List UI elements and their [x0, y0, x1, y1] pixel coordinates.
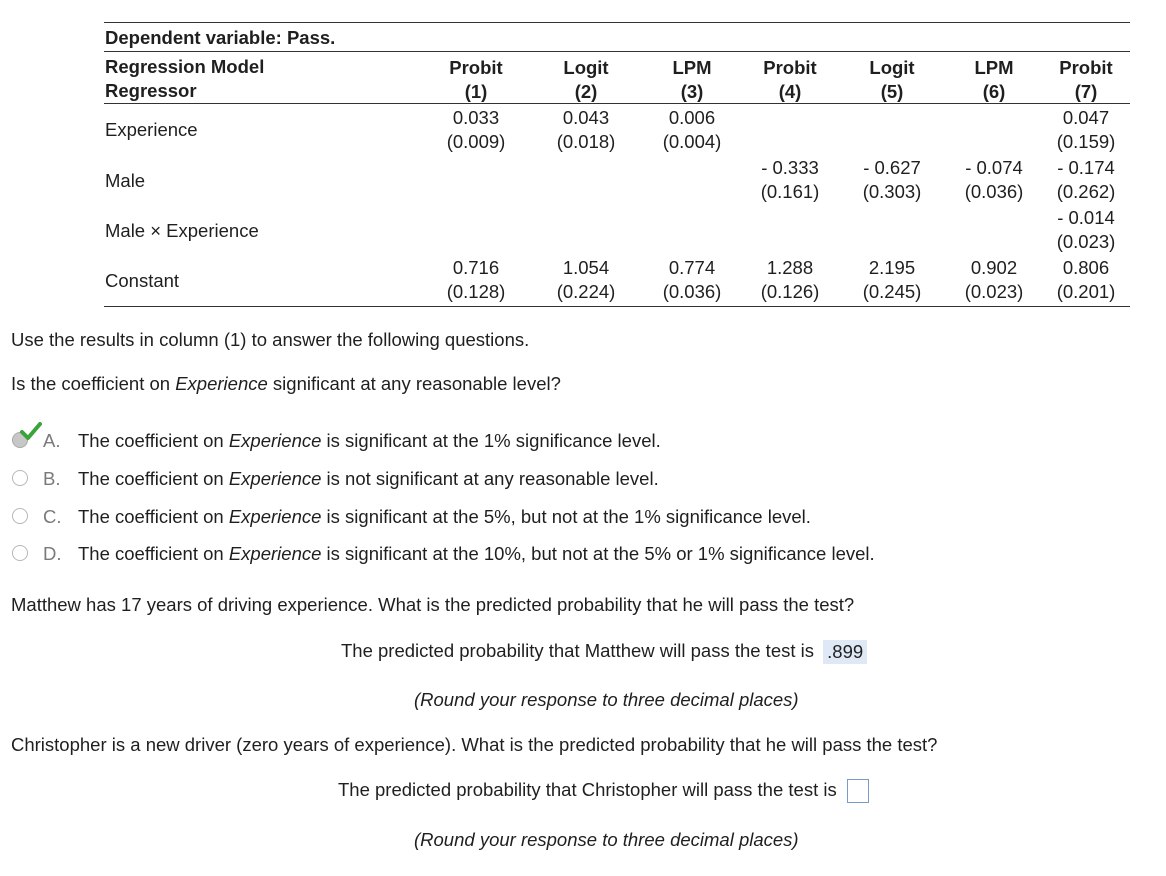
option-d-text: The coefficient on Experience is significant at the 10%, but not at the 5% or 1% significance level. — [78, 543, 875, 564]
round-note-christopher: (Round your response to three decimal places) — [414, 829, 799, 850]
cell-male-x-experience-7: - 0.014 (0.023) — [1056, 207, 1116, 252]
answer-input-christopher[interactable] — [847, 779, 869, 803]
option-a[interactable] — [12, 430, 772, 456]
option-c[interactable] — [12, 506, 872, 532]
question-1: Is the coefficient on Experience significant at any reasonable level? — [11, 373, 561, 394]
column-header-6: LPM (6) — [974, 57, 1014, 102]
option-b-letter: B. — [43, 468, 61, 489]
option-d[interactable] — [12, 543, 932, 569]
answer-line-christopher — [338, 779, 869, 803]
row-label-male-x-experience: Male × Experience — [105, 220, 259, 241]
column-header-2: Logit (2) — [563, 57, 609, 102]
radio-option-d[interactable] — [12, 545, 28, 561]
round-note-matthew: (Round your response to three decimal places) — [414, 689, 799, 710]
cell-experience-1: 0.033 (0.009) — [446, 107, 506, 152]
answer-input-matthew[interactable]: .899 — [823, 640, 867, 664]
question-intro: Use the results in column (1) to answer the following questions. — [11, 329, 530, 350]
column-header-4: Probit (4) — [763, 57, 817, 102]
cell-male-4: - 0.333 (0.161) — [760, 157, 820, 202]
cell-constant-3: 0.774 (0.036) — [662, 257, 722, 302]
answer-line-matthew — [341, 640, 867, 664]
cell-male-5: - 0.627 (0.303) — [862, 157, 922, 202]
column-header-1: Probit (1) — [449, 57, 503, 102]
row-label-male: Male — [105, 170, 146, 191]
dependent-variable-label: Dependent variable: Pass. — [105, 27, 336, 48]
cell-experience-3: 0.006 (0.004) — [662, 107, 722, 152]
row-label-experience: Experience — [105, 119, 198, 140]
cell-male-7: - 0.174 (0.262) — [1056, 157, 1116, 202]
table-rule-header — [104, 51, 1130, 52]
cell-constant-5: 2.195 (0.245) — [862, 257, 922, 302]
option-a-letter: A. — [43, 430, 61, 451]
cell-constant-6: 0.902 (0.023) — [964, 257, 1024, 302]
cell-constant-7: 0.806 (0.201) — [1056, 257, 1116, 302]
answer-prefix-matthew: The predicted probability that Matthew will pass the test is — [341, 640, 815, 661]
cell-constant-4: 1.288 (0.126) — [760, 257, 820, 302]
column-header-3: LPM (3) — [672, 57, 712, 102]
radio-option-b[interactable] — [12, 470, 28, 486]
column-header-7: Probit (7) — [1059, 57, 1113, 102]
cell-experience-2: 0.043 (0.018) — [556, 107, 616, 152]
answer-prefix-christopher: The predicted probability that Christopher will pass the test is — [338, 779, 837, 800]
option-a-text: The coefficient on Experience is significant at the 1% significance level. — [78, 430, 661, 451]
regression-model-header: Regression Model — [105, 56, 265, 77]
column-header-5: Logit (5) — [869, 57, 915, 102]
regression-table — [104, 22, 1130, 308]
radio-option-c[interactable] — [12, 508, 28, 524]
regressor-header: Regressor — [105, 80, 197, 101]
cell-constant-2: 1.054 (0.224) — [556, 257, 616, 302]
option-b[interactable] — [12, 468, 772, 494]
cell-male-6: - 0.074 (0.036) — [964, 157, 1024, 202]
option-c-text: The coefficient on Experience is significant at the 5%, but not at the 1% significance level. — [78, 506, 811, 527]
table-rule-top — [104, 22, 1130, 23]
option-d-letter: D. — [43, 543, 62, 564]
row-label-constant: Constant — [105, 270, 180, 291]
question-3: Christopher is a new driver (zero years of experience). What is the predicted probability that he will pass the test? — [11, 734, 938, 755]
option-c-letter: C. — [43, 506, 62, 527]
checkmark-icon — [20, 422, 42, 442]
cell-experience-7: 0.047 (0.159) — [1056, 107, 1116, 152]
cell-constant-1: 0.716 (0.128) — [446, 257, 506, 302]
option-b-text: The coefficient on Experience is not significant at any reasonable level. — [78, 468, 659, 489]
question-2: Matthew has 17 years of driving experience. What is the predicted probability that he will pass the test? — [11, 594, 855, 615]
table-rule-bottom — [104, 306, 1130, 307]
